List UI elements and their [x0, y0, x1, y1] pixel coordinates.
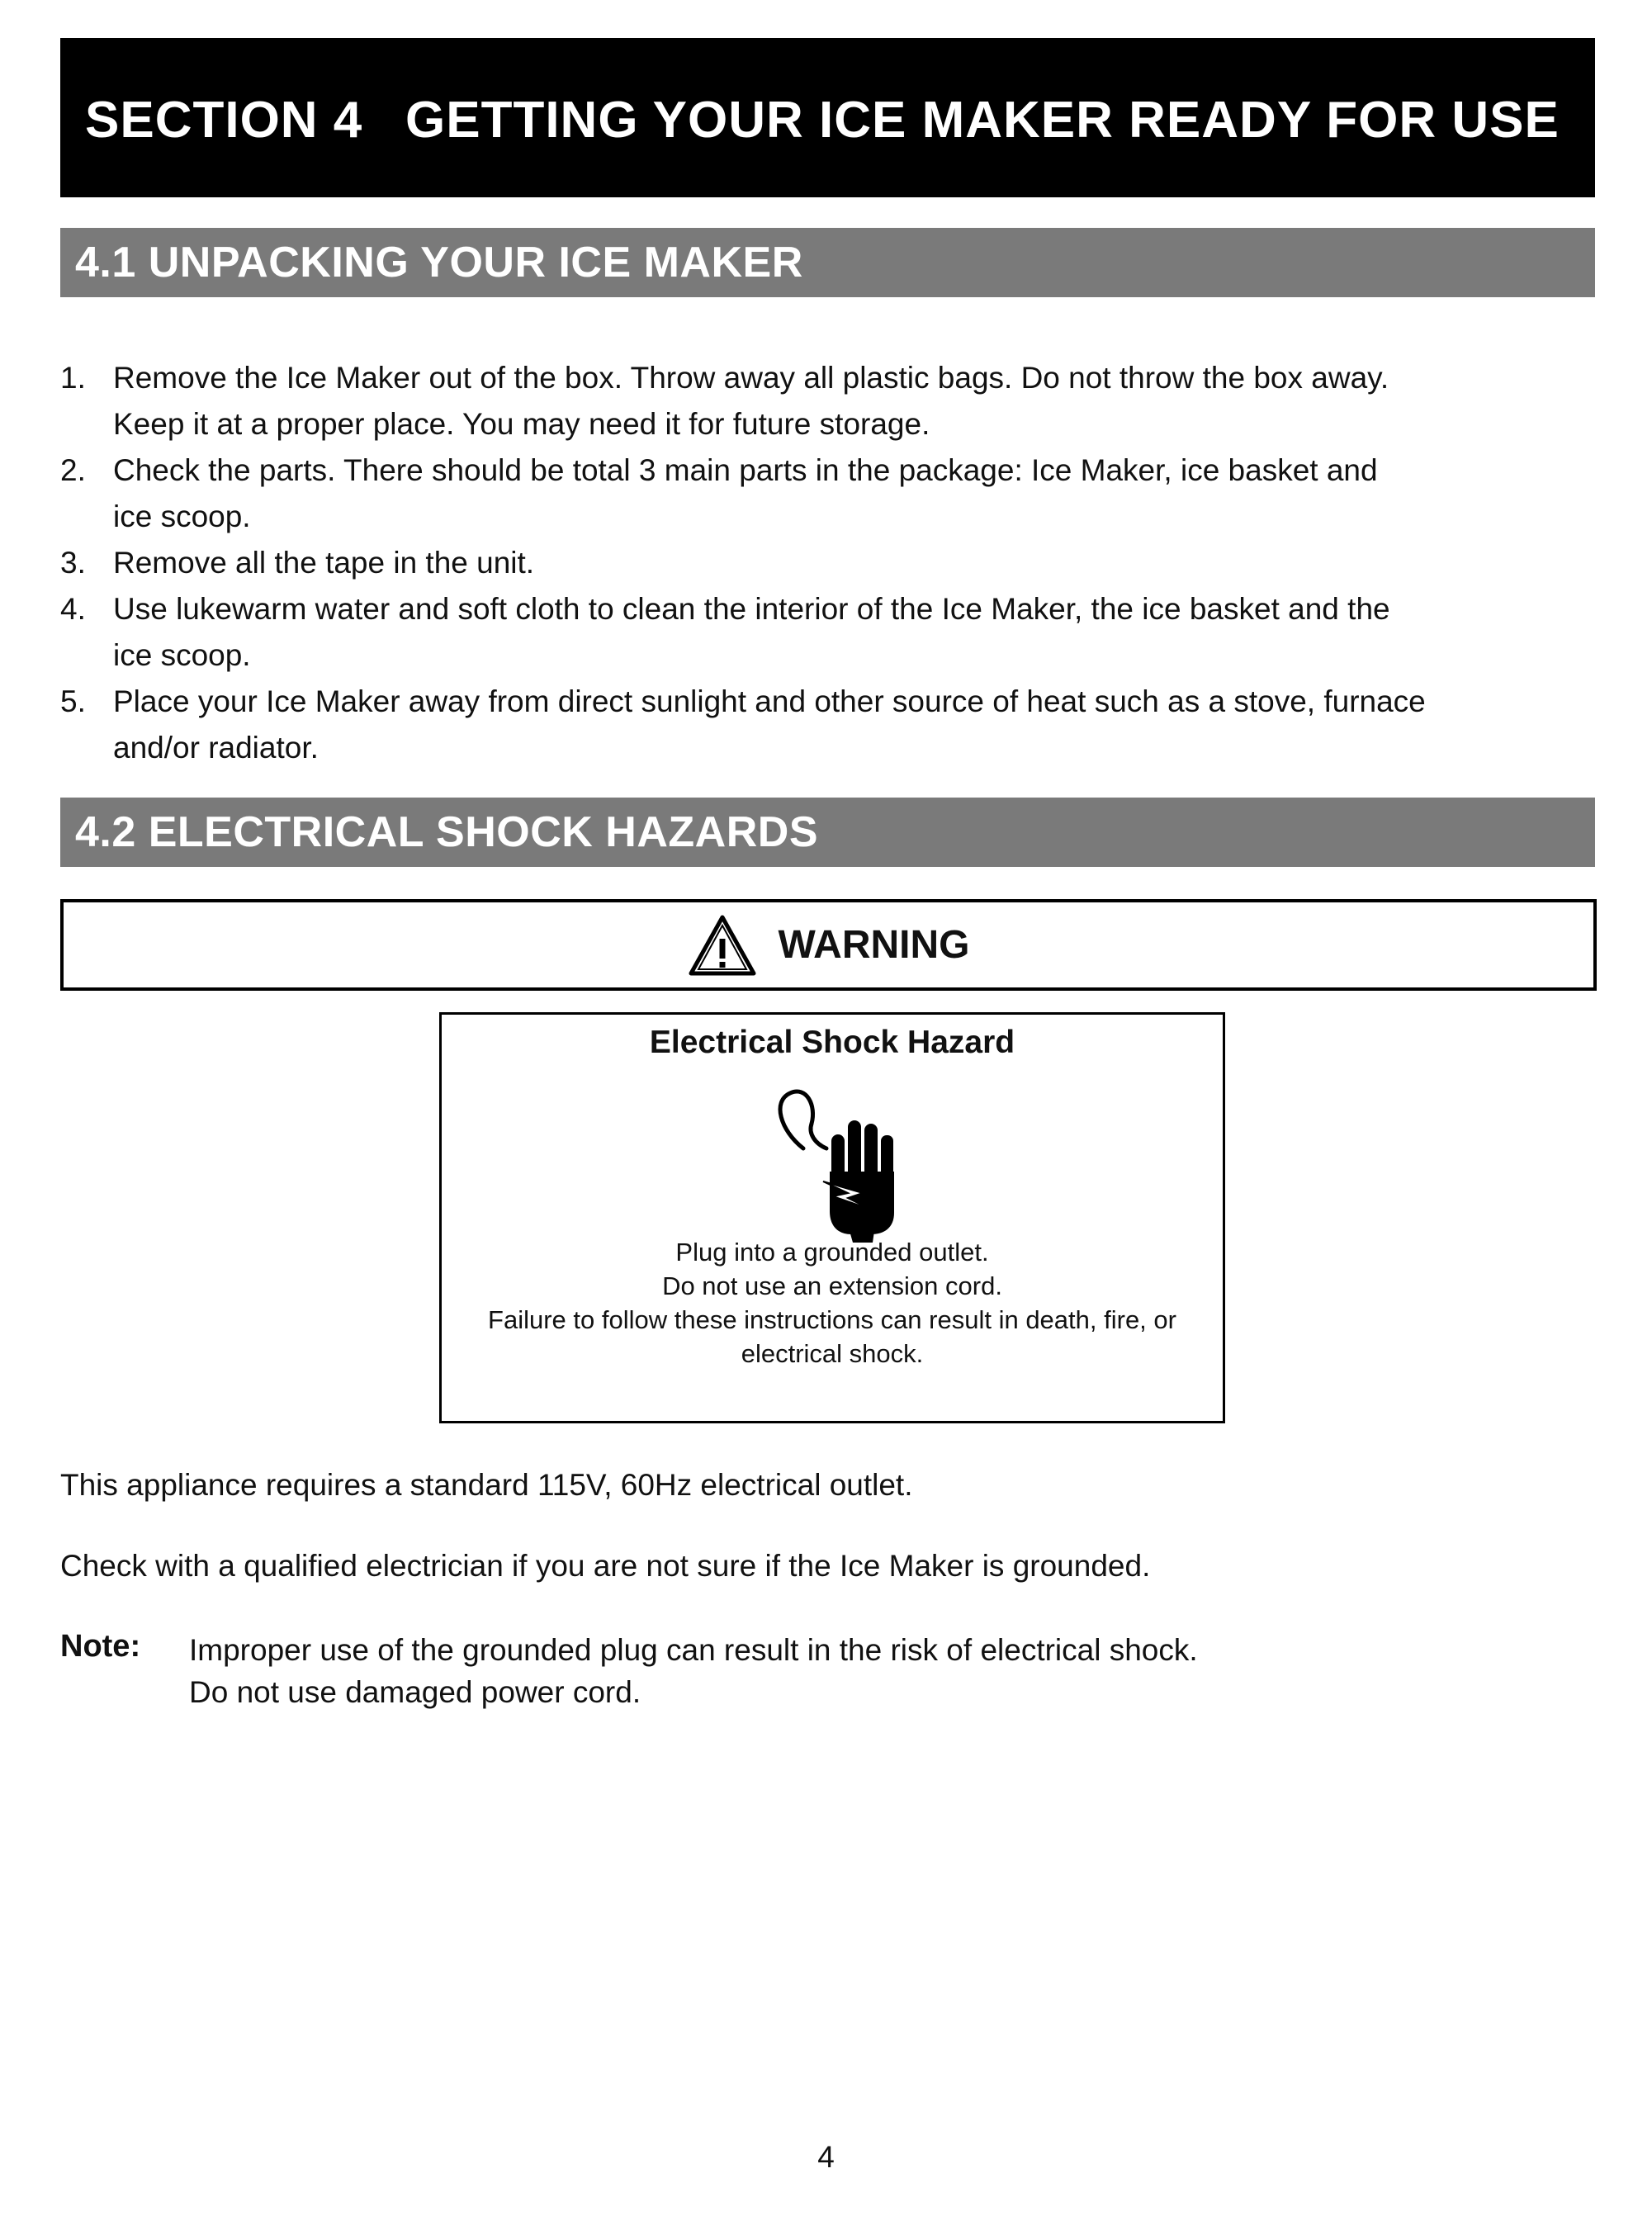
warning-banner: [60, 899, 1597, 991]
page-number: 4: [817, 2140, 835, 2174]
step-text-continued: and/or radiator.: [113, 731, 319, 765]
subsection-heading: 4.2 ELECTRICAL SHOCK HAZARDS: [75, 808, 819, 856]
list-item: [60, 355, 1579, 447]
step-number: 5.: [60, 684, 86, 718]
step-text: Remove the Ice Maker out of the box. Throw away all plastic bags. Do not throw the box away.: [113, 361, 1389, 395]
list-item: [60, 540, 1579, 586]
hazard-line: Plug into a grounded outlet.: [675, 1238, 989, 1267]
list-item: [60, 447, 1579, 540]
section-title: GETTING YOUR ICE MAKER READY FOR USE: [405, 92, 1560, 149]
step-text: Use lukewarm water and soft cloth to clean the interior of the Ice Maker, the ice basket and the: [113, 592, 1390, 626]
step-text-continued: Keep it at a proper place. You may need it for future storage.: [113, 407, 930, 441]
subsection-bar-electrical: [60, 798, 1595, 867]
list-item: [60, 586, 1579, 679]
electrical-shock-hand-icon: [747, 1072, 937, 1246]
list-item: [60, 679, 1579, 771]
section-header: [60, 38, 1595, 197]
hazard-line: electrical shock.: [741, 1339, 924, 1368]
step-text: Remove all the tape in the unit.: [113, 546, 535, 580]
note-line: Do not use damaged power cord.: [189, 1675, 641, 1709]
hazard-instructions: [450, 1235, 1214, 1371]
step-text-continued: ice scoop.: [113, 638, 251, 672]
step-number: 4.: [60, 592, 86, 626]
step-number: 3.: [60, 546, 86, 580]
step-text: Place your Ice Maker away from direct sunlight and other source of heat such as a stove, furnace: [113, 684, 1426, 718]
note-text: [189, 1629, 1198, 1713]
note-label: Note:: [60, 1629, 141, 1664]
step-text-continued: ice scoop.: [113, 500, 251, 533]
hazard-notice-box: [439, 1012, 1225, 1423]
subsection-bar-unpacking: [60, 228, 1595, 297]
warning-label: WARNING: [778, 923, 970, 967]
hazard-line: Failure to follow these instructions can result in death, fire, or: [488, 1305, 1176, 1334]
grounding-check-text: Check with a qualified electrician if you are not sure if the Ice Maker is grounded.: [60, 1549, 1151, 1583]
hazard-line: Do not use an extension cord.: [662, 1271, 1002, 1300]
section-number: SECTION 4: [85, 92, 363, 149]
warning-triangle-icon: [688, 914, 757, 977]
note-line: Improper use of the grounded plug can result in the risk of electrical shock.: [189, 1633, 1198, 1667]
subsection-heading: 4.1 UNPACKING YOUR ICE MAKER: [75, 239, 803, 286]
step-number: 2.: [60, 453, 86, 487]
step-number: 1.: [60, 361, 86, 395]
unpacking-steps-list: [60, 355, 1579, 771]
hazard-title: Electrical Shock Hazard: [649, 1025, 1015, 1060]
step-text: Check the parts. There should be total 3 main parts in the package: Ice Maker, ice basket and: [113, 453, 1378, 487]
voltage-requirement-text: This appliance requires a standard 115V, 60Hz electrical outlet.: [60, 1468, 913, 1502]
